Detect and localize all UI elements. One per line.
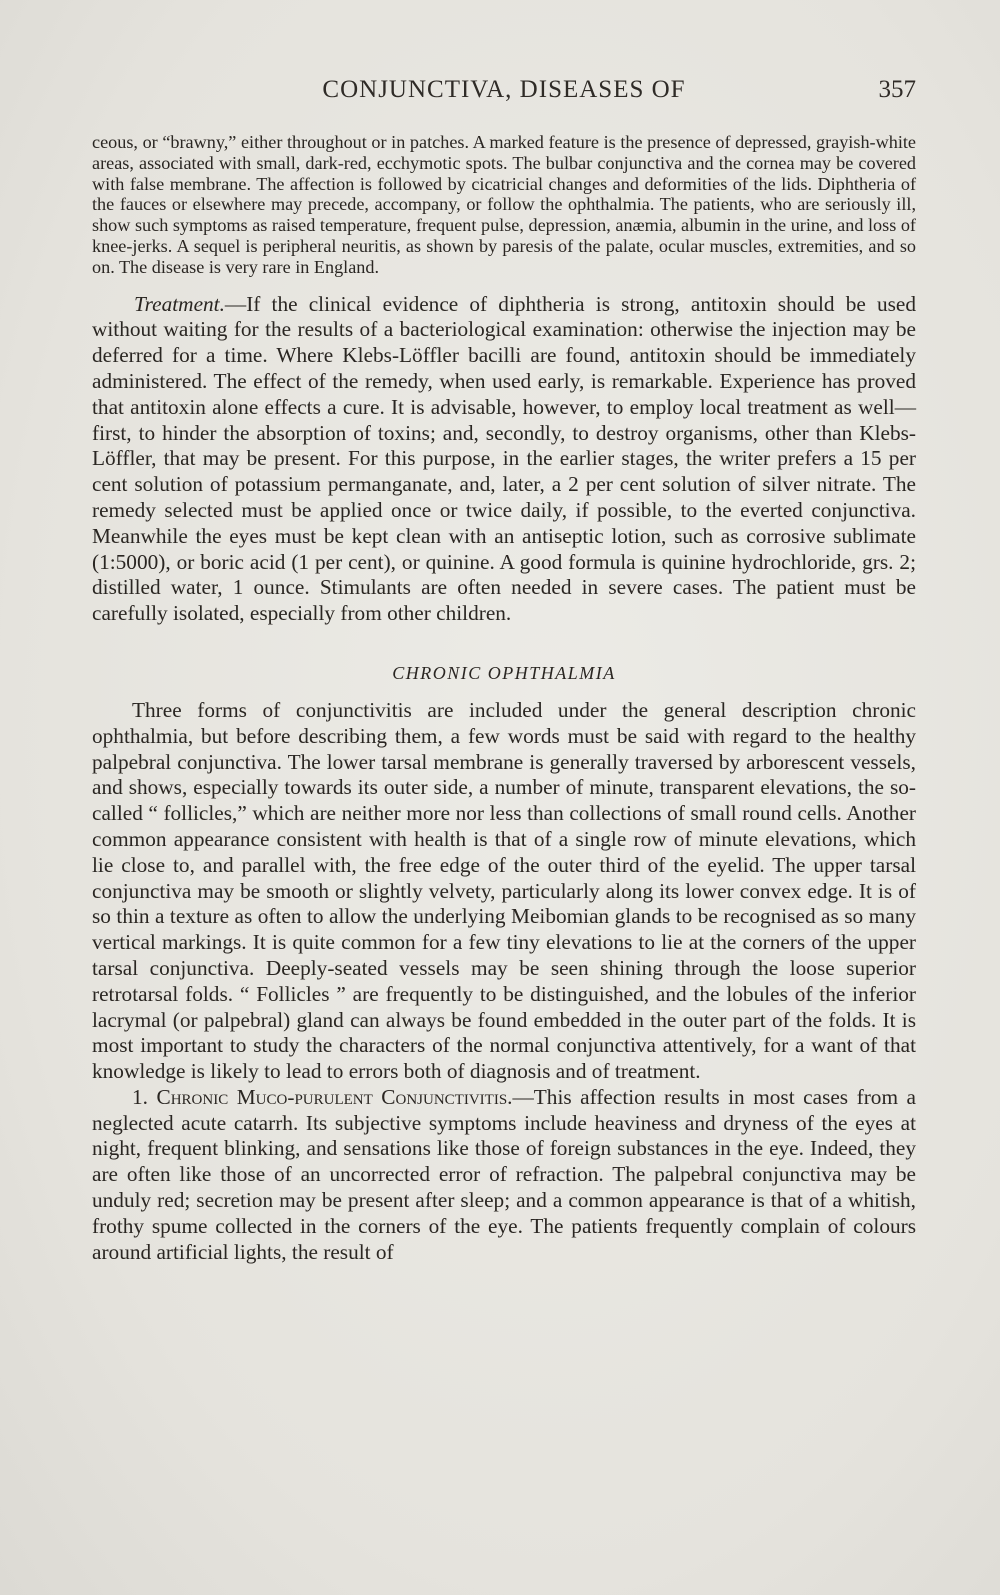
numbered-text: —This affection results in most cases from a neglected acute catarrh. Its subjective symptoms include heaviness and dryness of the eyes at night, frequent blinking, and sensations like those of foreign substances in the eye. Indeed, they are often like those of an uncorrected error of refraction. The palpebral conjunctiva may be unduly red; secretion may be present after sleep; and a common appearance is that of a whitish, frothy spume collected in the corners of the eye. The patients frequently complain of colours around artificial lights, the result of (92, 1084, 916, 1264)
chronic-paragraph: Three forms of conjunctivitis are included under the general description chronic ophthalmia, but before describing them, a few words must be said with regard to the healthy palpebral conjunctiva. The lower tarsal membrane is generally traversed by arborescent vessels, and shows, especially towards its outer side, a number of minute, transparent elevations, the so-called “ follicles,” which are neither more nor less than collections of small round cells. Another common appearance consistent with health is that of a single row of minute elevations, which lie close to, and parallel with, the free edge of the outer third of the eyelid. The upper tarsal conjunctiva may be smooth or slightly velvety, particularly along its lower convex edge. It is of so thin a texture as often to allow the underlying Meibomian glands to be recognised as so many vertical markings. It is quite common for a few tiny elevations to lie at the corners of the upper tarsal conjunctiva. Deeply-seated vessels may be seen shining through the loose superior retrotarsal folds. “ Follicles ” are frequently to be distinguished, and the lobules of the inferior lacrymal (or palpebral) gland can always be found embedded in the outer part of the folds. It is most important to study the characters of the normal conjunctiva attentively, for a want of that knowledge is likely to lead to errors both of diagnosis and of treatment. (92, 697, 916, 1084)
numbered-index: 1. (132, 1084, 148, 1109)
intro-paragraph: ceous, or “brawny,” either throughout or in patches. A marked feature is the presence of depressed, grayish-white areas, associated with small, dark-red, ecchymotic spots. The bulbar conjunctiva and the cornea may be covered with false membrane. The affection is followed by cicatricial changes and deformities of the lids. Diphtheria of the fauces or elsewhere may precede, accompany, or follow the ophthalmia. The patients, who are seriously ill, show such symptoms as raised temperature, frequent pulse, depression, anæmia, albumin in the urine, and loss of knee-jerks. A sequel is peripheral neuritis, as shown by paresis of the palate, ocular muscles, extremities, and so on. The disease is very rare in England. (92, 132, 916, 277)
numbered-paragraph (92, 1085, 916, 1266)
numbered-heading: Chronic Muco-purulent Conjunctivitis. (156, 1084, 513, 1109)
page-number: 357 (878, 76, 916, 103)
treatment-paragraph (92, 292, 916, 627)
running-title: CONJUNCTIVA, DISEASES OF (322, 76, 686, 103)
page-header (92, 76, 916, 116)
section-heading: CHRONIC OPHTHALMIA (392, 662, 616, 683)
page-body (92, 132, 916, 1265)
treatment-label: Treatment. (134, 291, 225, 316)
treatment-text: —If the clinical evidence of diphtheria is strong, antitoxin should be used without waiting for the results of a bacteriological examination: otherwise the injection may be deferred for a time. Where Klebs-Löffler bacilli are found, antitoxin should be immediately administered. The effect of the remedy, when used early, is remarkable. Experience has proved that antitoxin alone effects a cure. It is advisable, however, to employ local treatment as well—first, to hinder the absorption of toxins; and, secondly, to destroy organisms, other than Klebs-Löffler, that may be present. For this purpose, in the earlier stages, the writer prefers a 15 per cent solution of potassium permanganate, and, later, a 2 per cent solution of silver nitrate. The remedy selected must be applied once or twice daily, if possible, to the everted conjunctiva. Meanwhile the eyes must be kept clean with an antiseptic lotion, such as corrosive sublimate (1:5000), or boric acid (1 per cent), or quinine. A good formula is quinine hydrochloride, grs. 2; distilled water, 1 ounce. Stimulants are often needed in severe cases. The patient must be carefully isolated, especially from other children. (92, 291, 916, 626)
